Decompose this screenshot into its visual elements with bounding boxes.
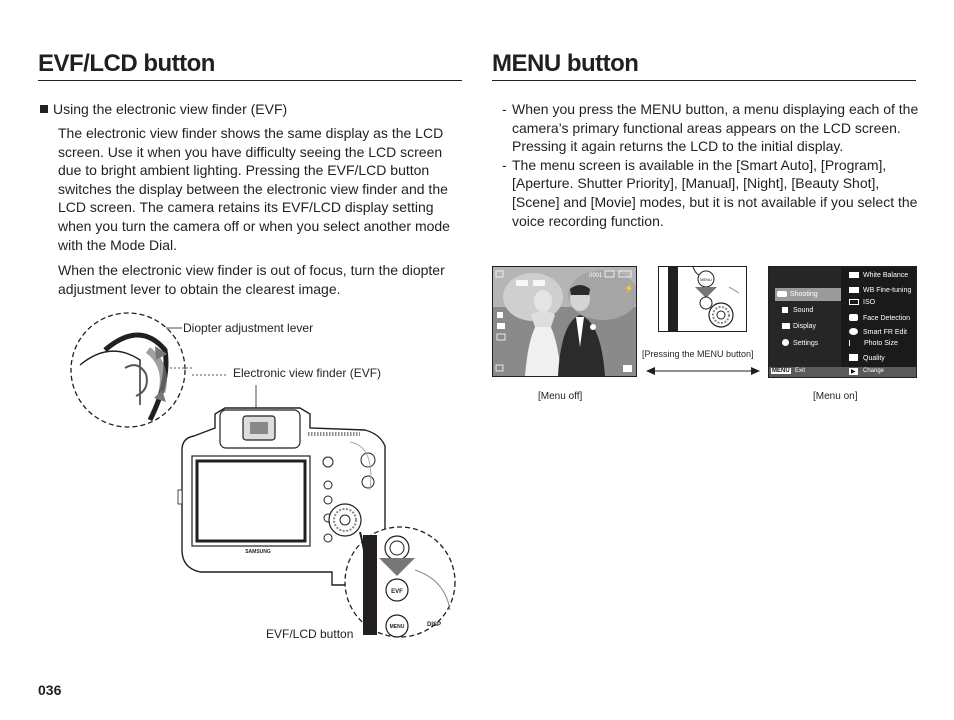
menu-item-iso[interactable]: ISO [849,299,875,306]
menu-desc-item-text: The menu screen is available in the [Smart Auto], [Program], [Aperture. Shutter Priority], [Manual], [Night], [Beauty Shot], [Scene] and [Movie] modes, but it is not available if you select the voice recording function. [512,156,918,229]
small-menu-button-label: MENU [700,277,712,282]
caption-menu-on: [Menu on] [813,391,858,402]
menu-heading: MENU button [492,50,639,77]
evf-paragraph-1: The electronic view finder shows the same display as the LCD screen. Use it when you have difficulty seeing the LCD screen due to bright ambient lighting. Pressing the EVF/LCD button switches the display between the electronic view finder and the LCD screen. The camera retains its EVF/LCD display setting when you turn the camera off or when you select another mode with the Mode Dial. [58,125,450,253]
menu-tab-shooting[interactable]: Shooting [775,288,841,301]
lcd-menu-off [492,266,637,377]
menu-tab-display[interactable]: Display [782,323,816,330]
label-evf-button: EVF/LCD button [266,627,354,641]
evf-heading-rule [38,80,462,81]
quality-icon [849,354,858,361]
square-bullet-icon [40,105,48,113]
menu-item-white-balance[interactable]: White Balance [849,272,908,279]
label-evf: Electronic view finder (EVF) [233,366,382,380]
menu-item-photo-size[interactable]: Photo Size [849,340,898,347]
white-balance-icon [849,272,859,278]
evf-heading: EVF/LCD button [38,50,215,77]
menu-item-smart-fr-edit[interactable]: Smart FR Edit [849,328,907,336]
menu-tab-sound[interactable]: Sound [782,307,813,314]
menu-change-label[interactable]: Change [863,368,885,374]
evf-paragraph-2: When the electronic view finder is out of focus, turn the diopter adjustment lever to obtain the clearest image. [58,262,445,297]
menu-description [502,100,922,230]
gear-icon [782,339,789,346]
page-number: 036 [38,682,62,698]
menu-item-quality[interactable]: Quality [849,354,885,362]
menu-heading-rule [492,80,916,81]
camera-brand: SAMSUNG [245,549,271,555]
evf-bullet-text: Using the electronic view finder (EVF) [53,101,288,117]
menu-desc-item: - When you press the MENU button, a menu displaying each of the camera’s primary functional areas appears on the LCD screen. Pressing it again returns the LCD to the initial display. [502,101,919,155]
photo-size-icon [849,340,858,346]
wb-fine-tuning-icon [849,287,859,293]
menu-bottom-bar [769,367,916,377]
menu-exit-label[interactable]: Exit [795,368,806,374]
menu-button-label: MENU [389,624,405,630]
camera-illustration [70,310,465,650]
camera-icon [777,291,787,297]
menu-item-wb-fine-tuning[interactable]: WB Fine-tuning [849,287,911,294]
right-arrow-icon: ▶ [851,369,856,375]
menu-item-face-detection[interactable]: Face Detection [849,314,910,322]
label-diopter: Diopter adjustment lever [183,321,314,335]
svg-text:⚡: ⚡ [624,284,634,293]
menu-desc-item: - The menu screen is available in the [Smart Auto], [Program], [Aperture. Shutter Priority], [Manual], [Night], [Beauty Shot], [Scene] and [Movie] modes, but it is not available if you select the voice recording function. [502,156,918,229]
double-arrow-icon [646,364,760,378]
menu-desc-item-text: When you press the MENU button, a menu displaying each of the camera’s primary functional areas appears on the LCD screen. Pressing it again returns the LCD to the initial display. [512,101,919,155]
evf-bullet [40,100,460,119]
speaker-icon [782,307,788,313]
face-detection-icon [849,314,858,321]
menu-key-icon: MENU [772,368,790,374]
display-icon [782,323,790,329]
menu-button-closeup [658,266,747,332]
iso-icon [849,299,859,305]
caption-pressing-menu: [Pressing the MENU button] [642,349,754,359]
lcd-menu-on [768,266,917,378]
evf-button-label: EVF [391,589,403,595]
caption-menu-off: [Menu off] [538,391,583,402]
lcd-counter: 0001 [589,273,603,279]
menu-left-column [769,267,841,367]
smart-fr-icon [849,328,858,335]
disp-button-label: DISP [427,622,442,628]
menu-tab-settings[interactable]: Settings [782,339,818,347]
lcd-screen [197,461,305,541]
